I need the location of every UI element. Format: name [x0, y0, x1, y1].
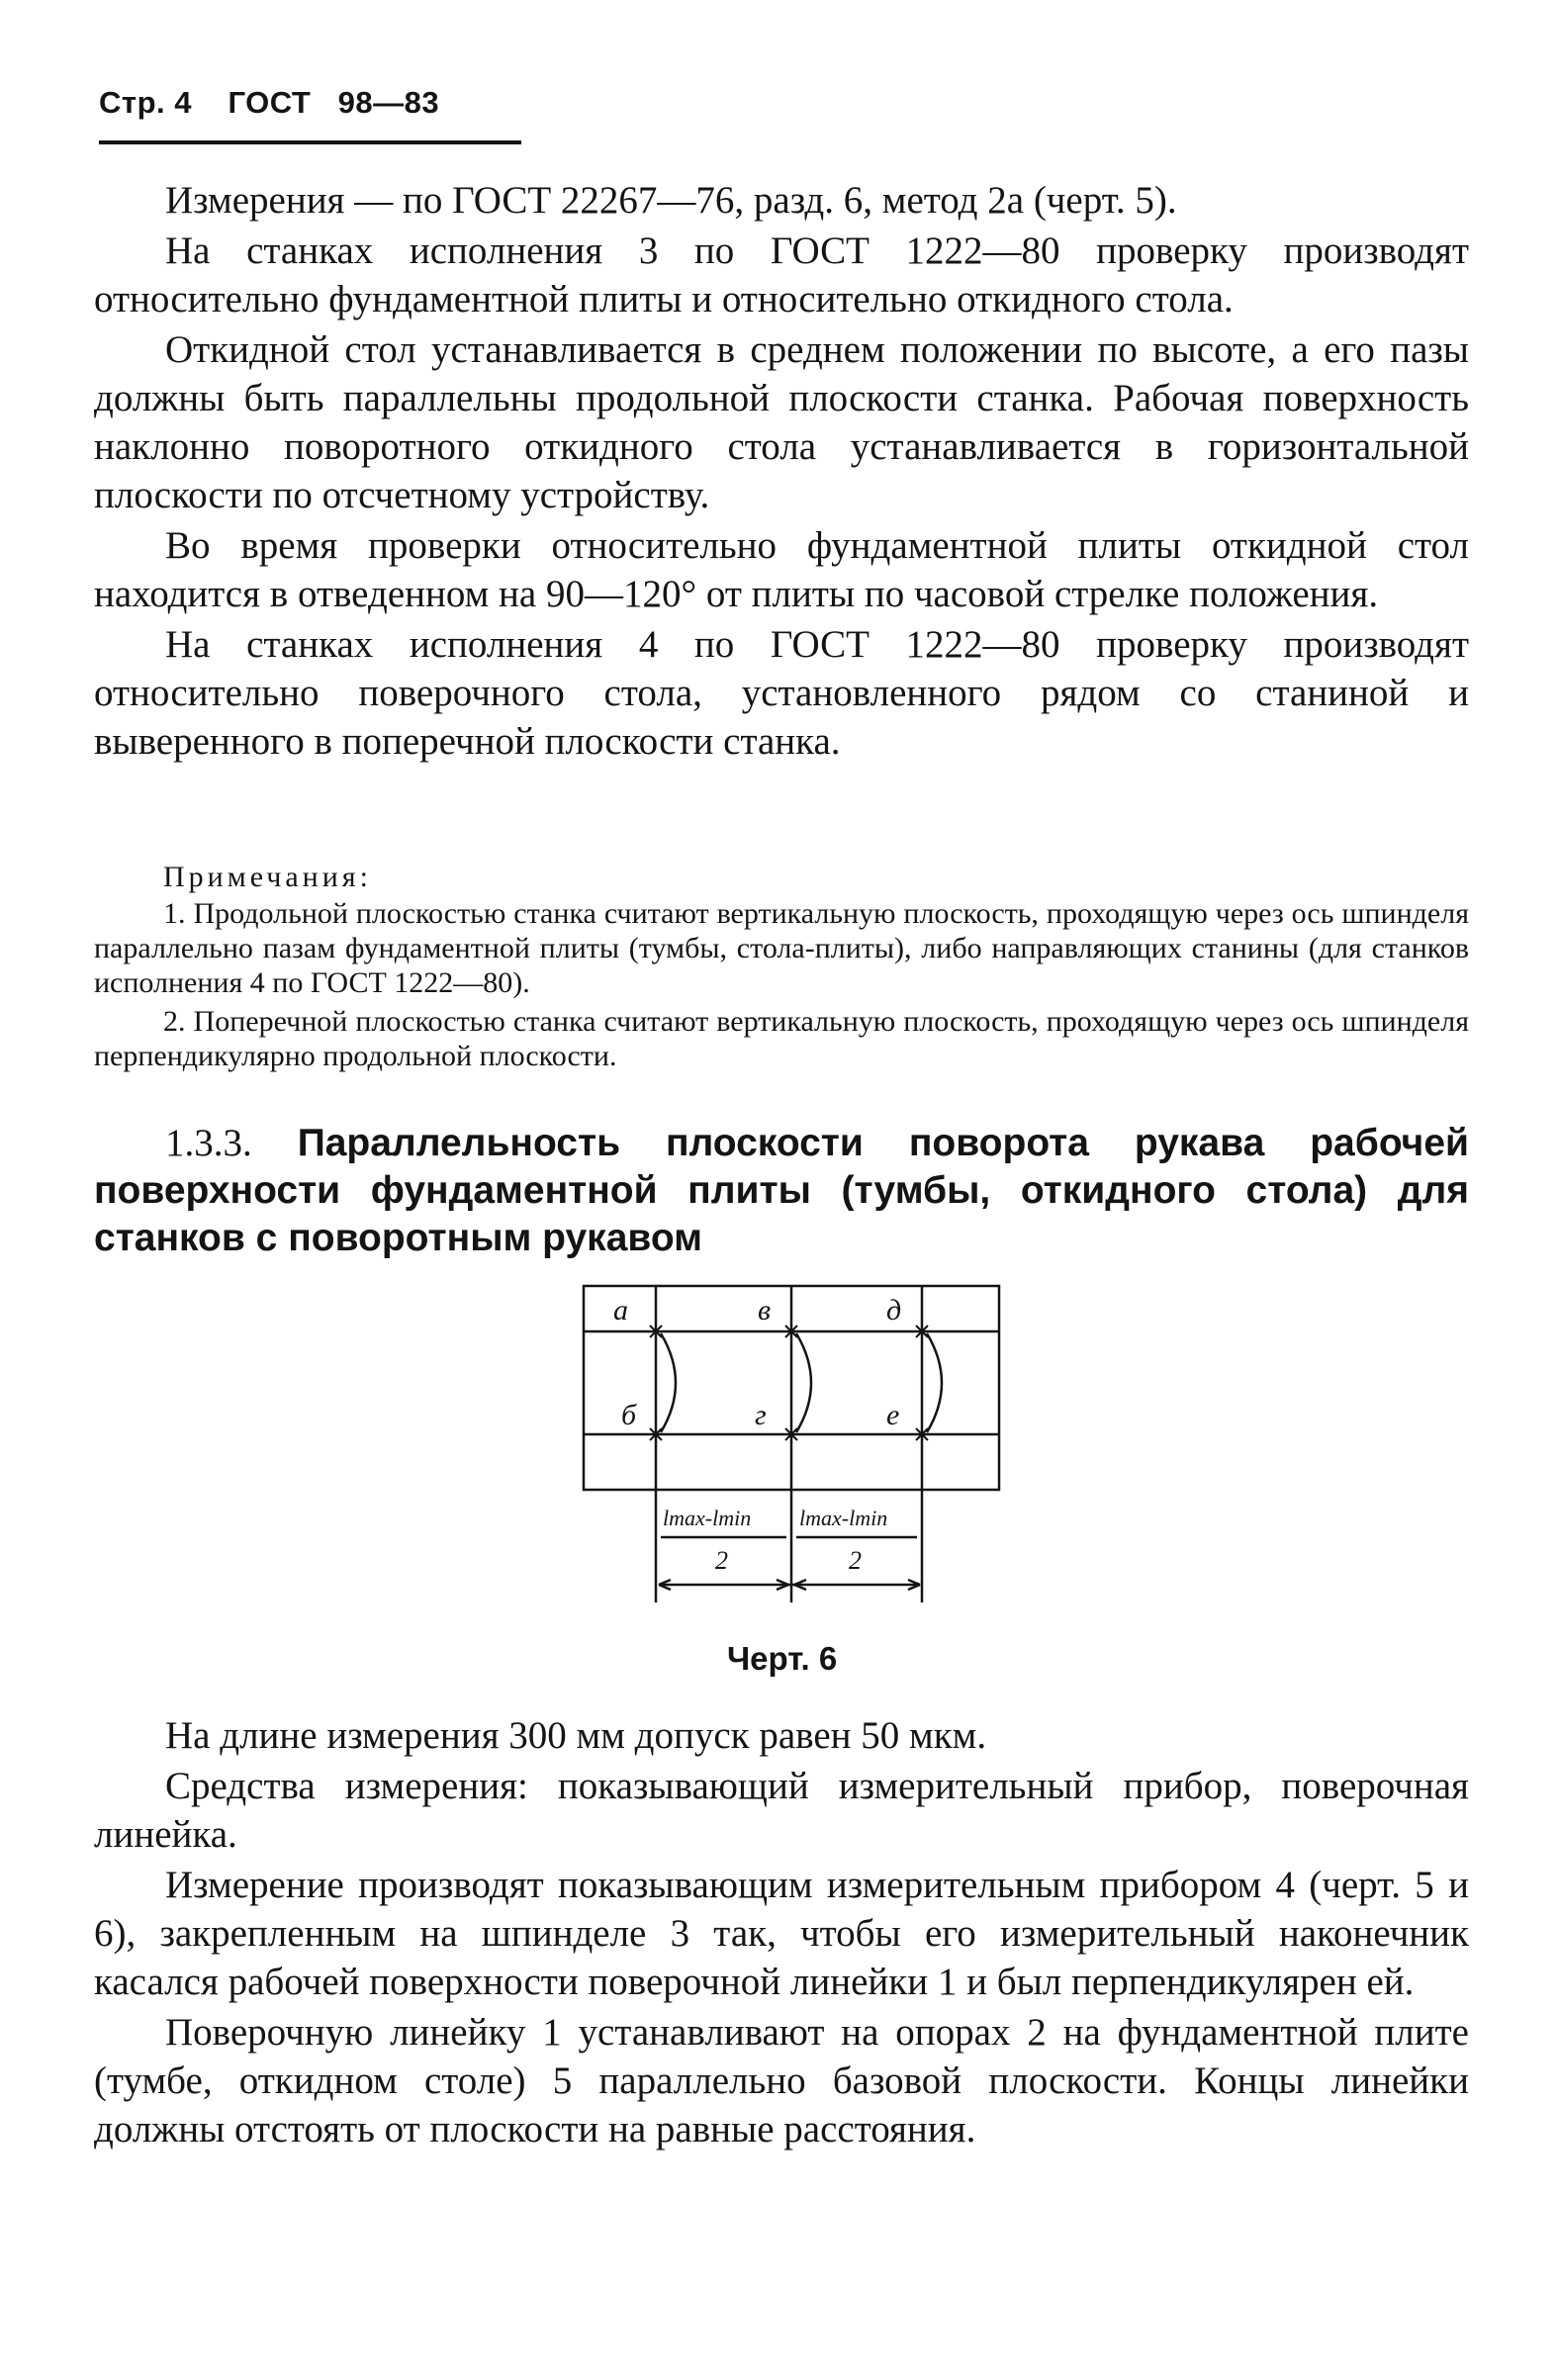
point-label-e: е — [886, 1399, 900, 1431]
figure-6-drawing — [554, 1276, 1019, 1642]
header-rule — [99, 140, 521, 144]
swing-arc — [661, 1333, 676, 1432]
formula-denominator: 2 — [849, 1546, 862, 1575]
page-header — [99, 85, 439, 121]
paragraph: Измерение производят показывающим измерительным прибором 4 (черт. 5 и 6), закрепленным на шпинделе 3 так, чтобы его измерительный наконечник касался рабочей поверхности поверочной линейки 1 и был перпендикулярен ей. — [94, 1864, 1469, 2003]
point-label-v: в — [758, 1294, 772, 1327]
standard-number: 98—83 — [337, 85, 440, 120]
notes-title: Примечания: — [163, 861, 372, 893]
body-top — [94, 176, 1469, 766]
paragraph: Измерения — по ГОСТ 22267—76, разд. 6, метод 2а (черт. 5). — [165, 179, 1177, 222]
note-item: 2. Поперечной плоскостью станка считают вертикальную плоскость, проходящую через ось шпинделя перпендикулярно продольной плоскости. — [94, 1005, 1469, 1072]
paragraph: Во время проверки относительно фундаментной плиты откидной стол находится в отведенном на 90—120° от плиты по часовой стрелке положения. — [94, 524, 1469, 615]
note-item: 1. Продольной плоскостью станка считают вертикальную плоскость, проходящую через ось шпинделя параллельно пазам фундаментной плиты (тумбы, стола-плиты), либо направляющих станины (для станков исполнения 4 по ГОСТ 1222—80). — [94, 897, 1469, 999]
swing-arc — [796, 1333, 811, 1432]
paragraph: Поверочную линейку 1 устанавливают на опорах 2 на фундаментной плите (тумбе, откидном столе) 5 параллельно базовой плоскости. Концы линейки должны отстоять от плоскости на равные расстояния. — [94, 2011, 1469, 2151]
body-bottom — [94, 1711, 1469, 2153]
paragraph: Откидной стол устанавливается в среднем положении по высоте, а его пазы должны быть параллельны продольной плоскости станка. Рабочая поверхность наклонно поворотного откидного стола устанавливается в горизонтальной плоскости по отсчетному устройству. — [94, 328, 1469, 516]
paragraph: На станках исполнения 3 по ГОСТ 1222—80 проверку производят относительно фундаментной плиты и относительно откидного стола. — [94, 229, 1469, 320]
figure-caption: Черт. 6 — [727, 1640, 838, 1677]
point-label-g: г — [755, 1399, 767, 1431]
standard-name: ГОСТ — [228, 85, 312, 120]
formula-denominator: 2 — [715, 1546, 728, 1575]
figure-6 — [554, 1276, 1019, 1642]
point-label-d: д — [886, 1294, 902, 1327]
paragraph: На длине измерения 300 мм допуск равен 50 мкм. — [165, 1714, 987, 1757]
formula-numerator: lmax-lmin — [663, 1506, 752, 1530]
notes — [94, 859, 1469, 1073]
swing-arc — [927, 1333, 942, 1432]
section-heading — [94, 1120, 1469, 1262]
section-number: 1.3.3. — [165, 1122, 252, 1164]
point-label-a: а — [613, 1294, 628, 1327]
paragraph: Средства измерения: показывающий измерительный прибор, поверочная линейка. — [94, 1765, 1469, 1856]
formula-numerator: lmax-lmin — [799, 1506, 888, 1530]
section-title: Параллельность плоскости поворота рукава рабочей поверхности фундаментной плиты (тумбы, откидного стола) для станков с поворотным рукавом — [94, 1122, 1469, 1259]
point-label-b: б — [621, 1399, 637, 1431]
page-number: Стр. 4 — [99, 85, 192, 120]
paragraph: На станках исполнения 4 по ГОСТ 1222—80 проверку производят относительно поверочного стола, установленного рядом со станиной и выверенного в поперечной плоскости станка. — [94, 623, 1469, 763]
